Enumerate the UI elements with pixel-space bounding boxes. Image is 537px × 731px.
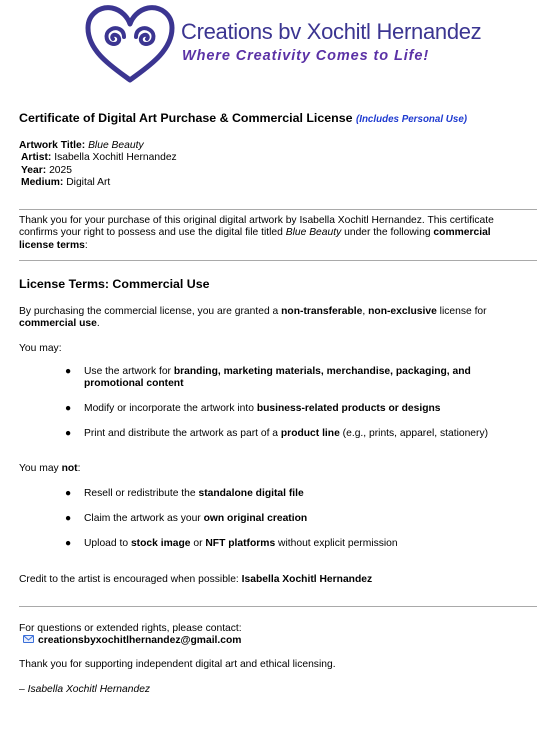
- bullet-icon: ●: [65, 488, 72, 499]
- bullet-icon: ●: [65, 366, 72, 377]
- bullet-icon: ●: [65, 428, 72, 439]
- list-item: ● Resell or redistribute the standalone digital file: [65, 488, 304, 499]
- certificate-title: Certificate of Digital Art Purchase & Commercial License (Includes Personal Use): [19, 111, 468, 125]
- bullet-icon: ●: [65, 538, 72, 549]
- closing-thanks: Thank you for supporting independent digital art and ethical licensing.: [19, 659, 336, 670]
- list-item: ● Print and distribute the artwork as part of a product line (e.g., prints, apparel, stationery): [65, 428, 489, 439]
- bullet-icon: ●: [65, 513, 72, 524]
- contact-email[interactable]: creationsbyxochitlhernandez@gmail.com: [38, 635, 242, 646]
- email-icon: [23, 635, 34, 643]
- title-note: (Includes Personal Use): [355, 114, 468, 125]
- list-item: ● Upload to stock image or NFT platforms without explicit permission: [65, 538, 398, 549]
- brand-tagline: Where Creativity Comes to Life!: [182, 48, 430, 64]
- license-heading: License Terms: Commercial Use: [19, 277, 210, 291]
- list-item: ● Use the artwork for branding, marketing materials, merchandise, packaging, and promotional content: [65, 366, 471, 390]
- signature: – Isabella Xochitl Hernandez: [19, 684, 151, 695]
- artist-line: Artist: Isabella Xochitl Hernandez: [21, 152, 177, 163]
- contact-text: For questions or extended rights, please contact:: [19, 623, 242, 634]
- contact-email-line: [23, 635, 523, 647]
- medium-line: Medium: Digital Art: [21, 177, 111, 188]
- license-description: By purchasing the commercial license, you are granted a non-transferable, non-exclusive license for commercial use.: [19, 306, 487, 330]
- you-may-not-label: You may not:: [19, 463, 81, 474]
- bullet-icon: ●: [65, 403, 72, 414]
- list-item: ● Modify or incorporate the artwork into business-related products or designs: [65, 403, 441, 414]
- list-item: ● Claim the artwork as your own original creation: [65, 513, 308, 524]
- credit-line: Credit to the artist is encouraged when possible: Isabella Xochitl Hernandez: [19, 574, 373, 585]
- you-may-label: You may:: [19, 343, 62, 354]
- divider: [19, 606, 537, 607]
- heart-swirl-icon: [84, 4, 176, 86]
- intro-paragraph: Thank you for your purchase of this original digital artwork by Isabella Xochitl Hernandez. This certificate confirms your right to possess and use the digital file titled Blue Beauty under the following commercial license terms:: [19, 215, 494, 251]
- artwork-title-line: Artwork Title: Blue Beauty: [19, 140, 144, 151]
- brand-name: Creations bv Xochitl Hernandez: [181, 19, 482, 44]
- divider: [19, 209, 537, 210]
- year-line: Year: 2025: [21, 165, 72, 176]
- divider: [19, 260, 537, 261]
